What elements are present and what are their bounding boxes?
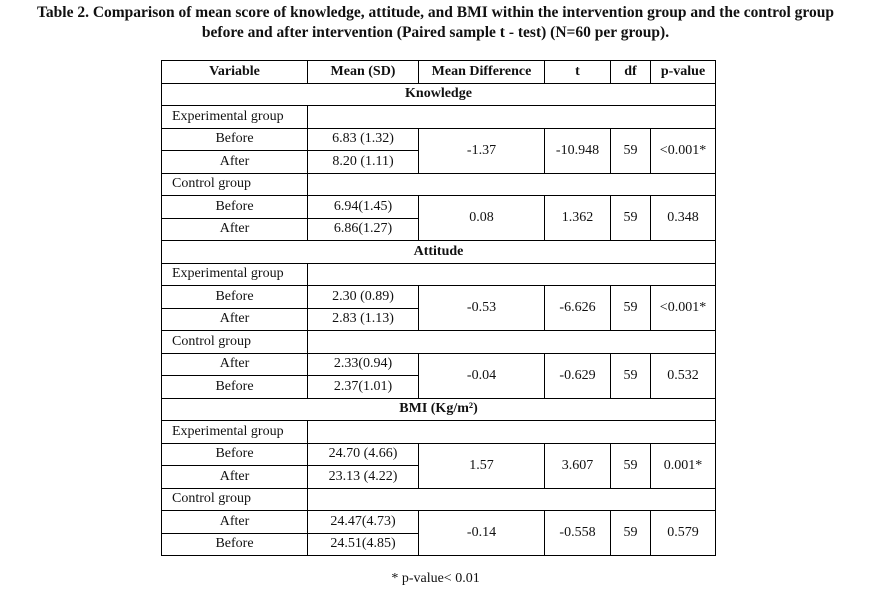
header-variable: Variable	[162, 61, 308, 84]
df-value: 59	[611, 128, 651, 173]
row-mean: 24.51(4.85)	[308, 533, 419, 556]
row-mean: 6.83 (1.32)	[308, 128, 419, 151]
group-name: Experimental group	[162, 263, 308, 286]
p-value: <0.001*	[651, 128, 716, 173]
mean-difference: 0.08	[419, 196, 545, 241]
row-label: After	[162, 151, 308, 174]
row-label: Before	[162, 533, 308, 556]
group-name: Control group	[162, 488, 308, 511]
t-value: 3.607	[545, 443, 611, 488]
row-label: After	[162, 308, 308, 331]
df-value: 59	[611, 443, 651, 488]
row-mean: 6.94(1.45)	[308, 196, 419, 219]
group-row	[162, 173, 716, 196]
row-label: Before	[162, 376, 308, 399]
row-label: Before	[162, 443, 308, 466]
t-value: -6.626	[545, 286, 611, 331]
row-mean: 2.30 (0.89)	[308, 286, 419, 309]
section-title-attitude: Attitude	[162, 241, 716, 264]
row-label: Before	[162, 128, 308, 151]
row-label: Before	[162, 286, 308, 309]
group-row	[162, 106, 716, 129]
table-row	[162, 443, 716, 466]
group-name: Experimental group	[162, 106, 308, 129]
p-value: 0.001*	[651, 443, 716, 488]
caption-line-1: Table 2. Comparison of mean score of knowledge, attitude, and BMI within the intervention group and the control group	[36, 4, 835, 21]
t-value: -0.558	[545, 511, 611, 556]
row-mean: 2.83 (1.13)	[308, 308, 419, 331]
comparison-table	[161, 60, 716, 556]
table-row	[162, 196, 716, 219]
group-row	[162, 263, 716, 286]
row-label: After	[162, 466, 308, 489]
group-name: Experimental group	[162, 421, 308, 444]
group-row	[162, 488, 716, 511]
table-caption	[0, 3, 871, 43]
table-body	[162, 83, 716, 556]
row-mean: 6.86(1.27)	[308, 218, 419, 241]
row-mean: 24.47(4.73)	[308, 511, 419, 534]
row-mean: 23.13 (4.22)	[308, 466, 419, 489]
p-value: 0.532	[651, 353, 716, 398]
mean-difference: -0.14	[419, 511, 545, 556]
row-label: After	[162, 511, 308, 534]
df-value: 59	[611, 196, 651, 241]
row-label: After	[162, 218, 308, 241]
caption-line-2: before and after intervention (Paired sample t - test) (N=60 per group).	[201, 24, 670, 41]
section-row	[162, 398, 716, 421]
section-row	[162, 83, 716, 106]
header-mean-difference: Mean Difference	[419, 61, 545, 84]
row-mean: 8.20 (1.11)	[308, 151, 419, 174]
t-value: 1.362	[545, 196, 611, 241]
row-label: Before	[162, 196, 308, 219]
df-value: 59	[611, 353, 651, 398]
group-name: Control group	[162, 331, 308, 354]
mean-difference: -0.04	[419, 353, 545, 398]
row-label: After	[162, 353, 308, 376]
table-row	[162, 286, 716, 309]
header-t: t	[545, 61, 611, 84]
row-mean: 24.70 (4.66)	[308, 443, 419, 466]
table-row	[162, 353, 716, 376]
group-row	[162, 421, 716, 444]
header-mean-sd: Mean (SD)	[308, 61, 419, 84]
mean-difference: -1.37	[419, 128, 545, 173]
footnote: * p-value< 0.01	[391, 571, 480, 586]
table-row	[162, 511, 716, 534]
df-value: 59	[611, 286, 651, 331]
row-mean: 2.37(1.01)	[308, 376, 419, 399]
df-value: 59	[611, 511, 651, 556]
header-p-value: p-value	[651, 61, 716, 84]
group-name: Control group	[162, 173, 308, 196]
t-value: -10.948	[545, 128, 611, 173]
mean-difference: -0.53	[419, 286, 545, 331]
group-row	[162, 331, 716, 354]
mean-difference: 1.57	[419, 443, 545, 488]
header-row	[162, 61, 716, 84]
p-value: 0.348	[651, 196, 716, 241]
section-title-bmi: BMI (Kg/m²)	[162, 398, 716, 421]
section-title-knowledge: Knowledge	[162, 83, 716, 106]
t-value: -0.629	[545, 353, 611, 398]
p-value: <0.001*	[651, 286, 716, 331]
row-mean: 2.33(0.94)	[308, 353, 419, 376]
header-df: df	[611, 61, 651, 84]
section-row	[162, 241, 716, 264]
table-row	[162, 128, 716, 151]
p-value: 0.579	[651, 511, 716, 556]
